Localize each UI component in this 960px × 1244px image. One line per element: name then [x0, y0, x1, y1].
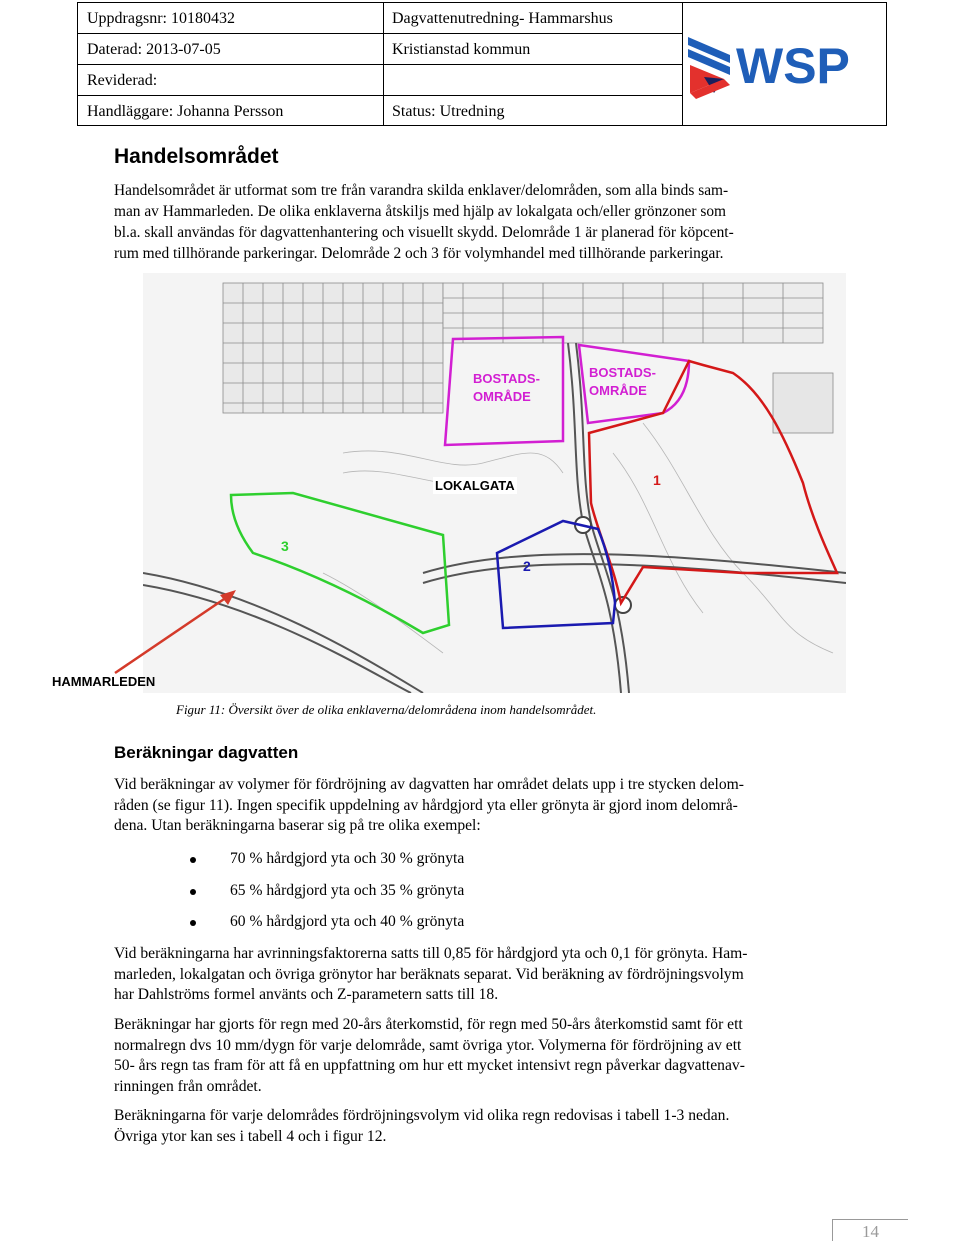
text-line: har Dahlströms formel använts och Z-parametern satts till 18.	[114, 986, 499, 1003]
logo-wordmark: WSP	[736, 38, 850, 94]
scenario-list	[190, 849, 464, 944]
list-item: 65 % hårdgjord yta och 35 % grönyta	[190, 881, 464, 913]
bullet-icon	[190, 857, 196, 863]
runoff-paragraph	[114, 944, 842, 1006]
lokalgata-label: LOKALGATA	[435, 478, 515, 493]
svg-text:2: 2	[523, 558, 531, 574]
text-line: rinningen från området.	[114, 1077, 262, 1095]
wsp-logo	[684, 15, 884, 115]
document-header	[77, 2, 887, 126]
text-line: Vid beräkningarna har avrinningsfaktorerna satts till 0,85 för hårdgjord yta och 0,1 för grönyta. Ham-	[114, 945, 748, 962]
svg-text:1: 1	[653, 472, 661, 488]
municipality: Kristianstad kommun	[392, 41, 531, 58]
rain-paragraph	[114, 1015, 842, 1097]
text-line: 50- års regn tas fram för att få en uppfattning om hur ett mycket intensivt regn påverkar dagvattenav-	[114, 1057, 745, 1074]
bullet-icon	[190, 920, 196, 926]
section-heading-berakningar: Beräkningar dagvatten	[114, 743, 299, 762]
list-item: 70 % hårdgjord yta och 30 % grönyta	[190, 849, 464, 881]
hammarleden-label: HAMMARLEDEN	[52, 674, 156, 689]
handler: Handläggare: Johanna Persson	[87, 103, 284, 120]
text-line: normalregn dvs 10 mm/dygn för varje delområde, samt övriga ytor. Volymerna för fördröjning av ett	[114, 1036, 742, 1054]
intro-paragraph	[114, 180, 842, 264]
text-line: Handelsområdet är utformat som tre från varandra skilda enklaver/delområden, som alla binds sam-	[114, 182, 729, 199]
svg-text:3: 3	[281, 538, 289, 554]
text-line: Beräkningar har gjorts för regn med 20-års återkomstid, för regn med 50-års återkomstid samt för ett	[114, 1016, 743, 1033]
section-heading-handelsomradet: Handelsområdet	[114, 145, 279, 168]
svg-text:OMRÅDE: OMRÅDE	[473, 389, 531, 404]
svg-text:OMRÅDE: OMRÅDE	[589, 383, 647, 398]
text-line: Vid beräkningar av volymer för fördröjning av dagvatten har området delats upp i tre stycken delom-	[114, 776, 744, 793]
svg-text:BOSTADS-: BOSTADS-	[473, 371, 540, 386]
tables-paragraph	[114, 1106, 842, 1147]
text-line: dena. Utan beräkningarna baserar sig på tre olika exempel:	[114, 817, 481, 834]
text-line: Övriga ytor kan ses i tabell 4 och i figur 12.	[114, 1127, 387, 1145]
assignment-number: Uppdragsnr: 10180432	[87, 10, 235, 27]
text-line: man av Hammarleden. De olika enklaverna åtskiljs med hjälp av lokalgata och/eller grönzoner som	[114, 203, 726, 220]
figure-caption: Figur 11: Översikt över de olika enklaverna/delområdena inom handelsområdet.	[176, 702, 597, 717]
text-line: bl.a. skall användas för dagvattenhantering och visuellt skydd. Delområde 1 är planerad för köpcent-	[114, 224, 734, 241]
report-title: Dagvattenutredning- Hammarshus	[392, 10, 613, 27]
bullet-icon	[190, 889, 196, 895]
text-line: marleden, lokalgatan och övriga grönytor har beräknats separat. Vid beräkning av fördröjningsvolym	[114, 965, 744, 983]
revised: Reviderad:	[87, 72, 158, 89]
svg-text:BOSTADS-: BOSTADS-	[589, 365, 656, 380]
text-line: rum med tillhörande parkeringar. Delområde 2 och 3 för volymhandel med tillhörande parkeringar.	[114, 245, 724, 262]
calc-intro-paragraph	[114, 775, 842, 837]
text-line: Beräkningarna för varje delområdes fördröjningsvolym vid olika regn redovisas i tabell 1-3 nedan.	[114, 1107, 730, 1124]
list-item: 60 % hårdgjord yta och 40 % grönyta	[190, 912, 464, 944]
date: Daterad: 2013-07-05	[87, 41, 221, 58]
text-line: råden (se figur 11). Ingen specifik uppdelning av hårdgjord yta eller grönyta är gjord inom delområ-	[114, 796, 738, 814]
status: Status: Utredning	[392, 103, 505, 120]
hammarleden-arrow	[100, 585, 245, 680]
page-number: 14	[832, 1219, 908, 1241]
